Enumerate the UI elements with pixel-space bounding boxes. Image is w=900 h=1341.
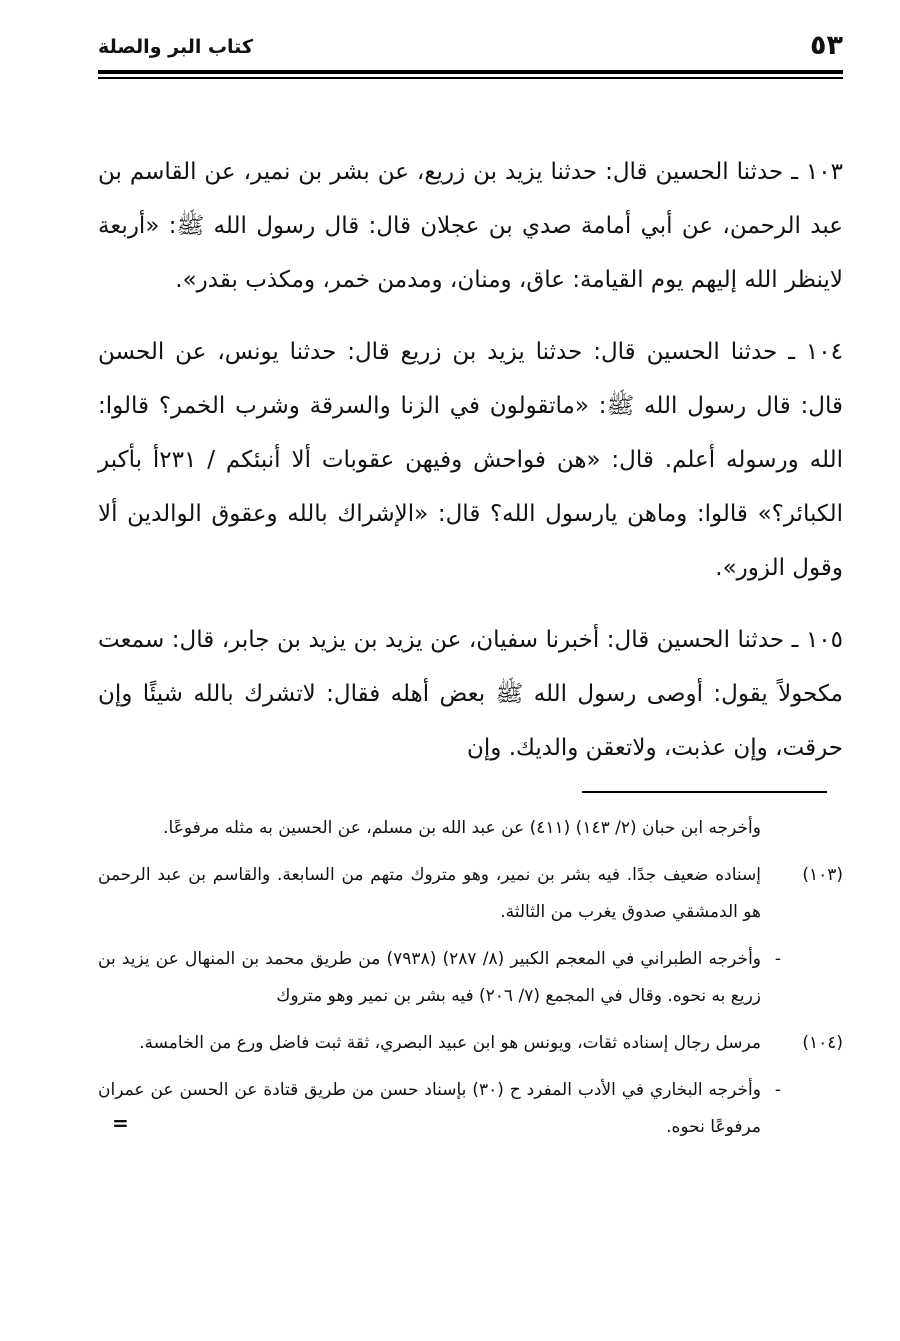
main-text <box>98 145 843 793</box>
hadith-number: ١٠٤ <box>805 339 843 365</box>
footnote-marker: - <box>774 949 781 969</box>
hadith-text: حدثنا الحسين قال: حدثنا يزيد بن زريع قال: حدثنا يونس، عن الحسن قال: قال رسول الله ﷺ: «ماتقولون في الزنا والسرقة وشرب الخمر؟ قالوا: الله ورسوله أعلم. قال: «هن فواحش وفيهن عقوبات ألا أنبئكم / ٢٣١أ بأكبر الكبائر؟» قالوا: وماهن يارسول الله؟ قال: «الإشراك بالله وعقوق الوالدين ألا وقول الزور». <box>98 339 843 581</box>
hadith-text: حدثنا الحسين قال: حدثنا يزيد بن زريع، عن بشر بن نمير، عن القاسم بن عبد الرحمن، عن أبي أمامة صدي بن عجلان قال: قال رسول الله ﷺ: «أربعة لاينظر الله إليهم يوم القيامة: عاق، ومنان، ومدمن خمر، ومكذب بقدر». <box>98 159 843 293</box>
header-rule-thick <box>98 70 843 74</box>
footnote-text: إسناده ضعيف جدًا. فيه بشر بن نمير، وهو متروك متهم من السابعة. والقاسم بن عبد الرحمن هو الدمشقي صدوق يغرب من الثالثة. <box>98 865 761 922</box>
hadith-text: حدثنا الحسين قال: أخبرنا سفيان، عن يزيد بن يزيد بن جابر، قال: سمعت مكحولاً يقول: أوصى رسول الله ﷺ بعض أهله فقال: لاتشرك بالله شيئًا وإن حرقت، وإن عذبت، ولاتعقن والديك. وإن <box>98 627 843 761</box>
hadith-number: ١٠٥ <box>805 627 843 653</box>
footnotes <box>98 810 843 1156</box>
footnote <box>98 810 843 847</box>
footnote-marker: (١٠٣) <box>802 865 843 885</box>
header-rule-thin <box>98 77 843 79</box>
footnote-marker: - <box>774 1080 781 1100</box>
footnote-text: وأخرجه الطبراني في المعجم الكبير (٨/ ٢٨٧) (٧٩٣٨) من طريق محمد بن المنهال عن يزيد بن زريع به نحوه. وقال في المجمع (٧/ ٢٠٦) فيه بشر بن نمير وهو متروك <box>98 949 761 1006</box>
running-title: كتاب البر والصلة <box>98 36 253 58</box>
footnote <box>98 1025 843 1062</box>
footnote <box>98 857 843 931</box>
footnote-text: وأخرجه البخاري في الأدب المفرد ح (٣٠) بإسناد حسن من طريق قتادة عن الحسن عن عمران مرفوعًا نحوه. <box>98 1080 761 1137</box>
footnote <box>98 941 843 1015</box>
footnote-separator <box>582 791 827 793</box>
hadith-paragraph: ١٠٥ ـ حدثنا الحسين قال: أخبرنا سفيان، عن يزيد بن يزيد بن جابر، قال: سمعت مكحولاً يقول: أوصى رسول الله ﷺ بعض أهله فقال: لاتشرك بالله شيئًا وإن حرقت، وإن عذبت، ولاتعقن والديك. وإن <box>98 627 843 761</box>
hadith-number: ١٠٣ <box>805 159 843 185</box>
footnote-text: وأخرجه ابن حبان (٢/ ١٤٣) (٤١١) عن عبد الله بن مسلم، عن الحسين به مثله مرفوعًا. <box>163 818 761 838</box>
hadith-paragraph: ١٠٣ ـ حدثنا الحسين قال: حدثنا يزيد بن زريع، عن بشر بن نمير، عن القاسم بن عبد الرحمن، عن أبي أمامة صدي بن عجلان قال: قال رسول الله ﷺ: «أربعة لاينظر الله إليهم يوم القيامة: عاق، ومنان، ومدمن خمر، ومكذب بقدر». <box>98 159 843 293</box>
footnote-text: مرسل رجال إسناده ثقات، ويونس هو ابن عبيد البصري، ثقة ثبت فاضل ورع من الخامسة. <box>139 1033 761 1053</box>
page-number: ٥٣ <box>810 30 843 61</box>
continuation-mark: = <box>112 1111 129 1135</box>
hadith-paragraph: ١٠٤ ـ حدثنا الحسين قال: حدثنا يزيد بن زريع قال: حدثنا يونس، عن الحسن قال: قال رسول الله ﷺ: «ماتقولون في الزنا والسرقة وشرب الخمر؟ قالوا: الله ورسوله أعلم. قال: «هن فواحش وفيهن عقوبات ألا أنبئكم / ٢٣١أ بأكبر الكبائر؟» قالوا: وماهن يارسول الله؟ قال: «الإشراك بالله وعقوق الوالدين ألا وقول الزور». <box>98 339 843 581</box>
footnote-marker: (١٠٤) <box>802 1033 843 1053</box>
footnote <box>98 1072 843 1146</box>
